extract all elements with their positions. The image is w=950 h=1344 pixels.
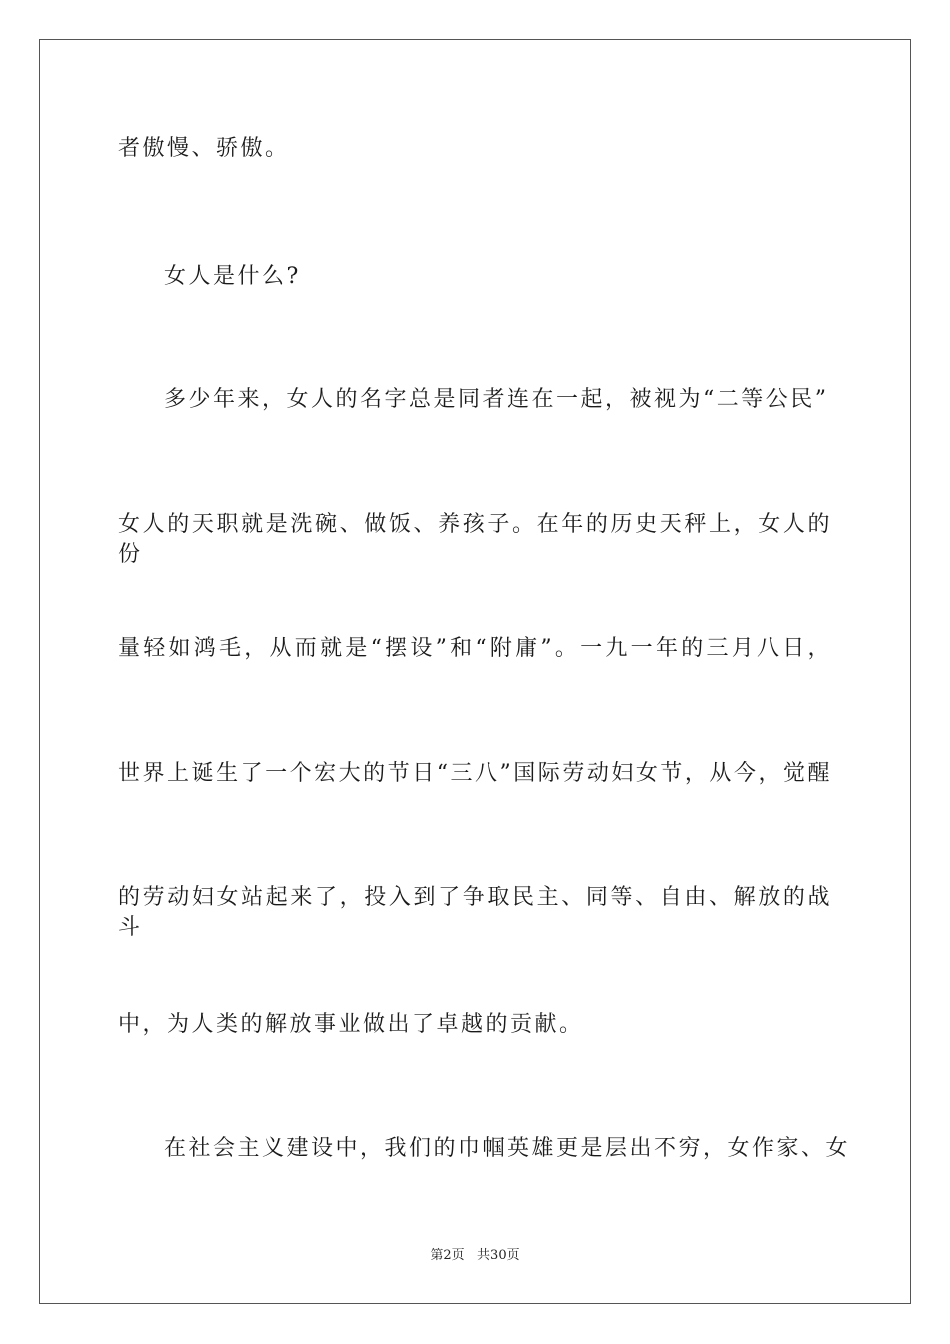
body-line-4: 女人的天职就是洗碗、做饭、养孩子。在年的历史天秤上，女人的份 bbox=[118, 512, 832, 567]
page-border bbox=[39, 39, 911, 1304]
body-line-1: 者傲慢、骄傲。 bbox=[118, 136, 290, 161]
body-line-7: 的劳动妇女站起来了，投入到了争取民主、同等、自由、解放的战斗 bbox=[118, 885, 832, 940]
body-line-9: 在社会主义建设中，我们的巾帼英雄更是层出不穷，女作家、女 bbox=[164, 1136, 851, 1161]
body-line-5: 量轻如鸿毛，从而就是“摆设”和“附庸”。一九一年的三月八日， bbox=[118, 636, 832, 661]
body-line-8: 中，为人类的解放事业做出了卓越的贡献。 bbox=[118, 1012, 584, 1037]
body-line-6: 世界上诞生了一个宏大的节日“三八”国际劳动妇女节，从今，觉醒 bbox=[118, 761, 832, 786]
body-line-3: 多少年来，女人的名字总是同者连在一起，被视为“二等公民” bbox=[164, 387, 829, 412]
page-number-footer: 第2页 共30页 bbox=[430, 1248, 520, 1263]
body-line-2: 女人是什么? bbox=[164, 264, 301, 289]
